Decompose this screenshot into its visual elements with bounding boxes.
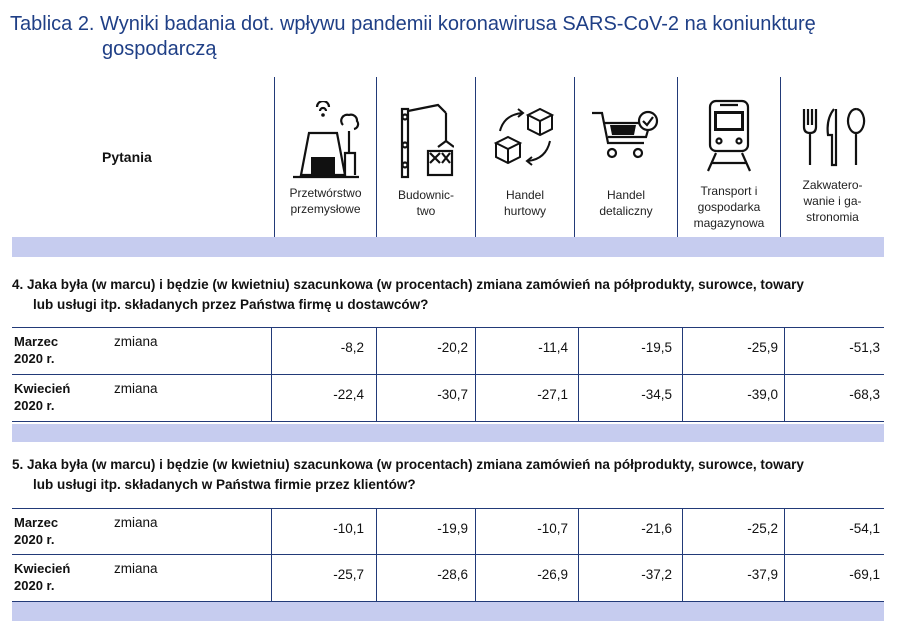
question-5-line-1: 5. Jaka była (w marcu) i będzie (w kwietniu) szacunkowa (w procentach) zmiana zamówień na półprodukty, surowce, towary — [12, 457, 804, 472]
question-4 — [12, 275, 882, 315]
shopping-cart-icon — [590, 107, 662, 171]
value-cell: -22,4 — [333, 387, 364, 402]
value-cell: -25,7 — [333, 567, 364, 582]
factory-icon — [289, 101, 363, 181]
value-cell: -8,2 — [340, 340, 364, 355]
table-title — [10, 12, 890, 62]
value-cell: -19,5 — [641, 340, 672, 355]
value-cell: -11,4 — [538, 340, 568, 355]
value-cell: -26,9 — [537, 567, 568, 582]
question-4-line-2: lub usługi itp. składanych przez Państwa firmę u dostawców? — [33, 297, 429, 312]
column-label-wholesale: Handel hurtowy — [503, 188, 547, 218]
value-cell: -28,6 — [437, 567, 468, 582]
train-icon — [704, 97, 754, 173]
crane-icon — [398, 101, 454, 181]
row-metric: zmiana — [114, 561, 158, 576]
column-header-construction — [377, 77, 475, 237]
row-period: Kwiecień 2020 r. — [14, 381, 71, 413]
column-header-wholesale — [476, 77, 574, 237]
value-cell: -20,2 — [437, 340, 468, 355]
value-cell: -25,2 — [747, 521, 778, 536]
value-cell: -10,7 — [537, 521, 568, 536]
table-row — [12, 554, 884, 602]
row-period: Marzec 2020 r. — [14, 334, 59, 366]
value-cell: -54,1 — [849, 521, 880, 536]
value-cell: -34,5 — [641, 387, 672, 402]
cutlery-icon — [798, 105, 868, 169]
column-label-manufacturing: Przetwórstwo przemysłowe — [289, 186, 362, 216]
row-metric: zmiana — [114, 515, 158, 530]
table-header — [12, 77, 884, 237]
value-cell: -37,2 — [641, 567, 672, 582]
value-cell: -10,1 — [333, 521, 364, 536]
separator-band — [12, 602, 884, 621]
separator-band — [12, 424, 884, 442]
column-label-accommodation: Zakwatero- wanie i ga- stronomia — [802, 178, 863, 224]
column-label-transport: Transport i gospodarka magazynowa — [693, 184, 765, 230]
table-row — [12, 327, 884, 374]
column-label-construction: Budownic- two — [397, 188, 455, 218]
question-4-line-1: 4. Jaka była (w marcu) i będzie (w kwietniu) szacunkowa (w procentach) zmiana zamówień na półprodukty, surowce, towary — [12, 277, 804, 292]
separator-band — [12, 237, 884, 257]
boxes-exchange-icon — [490, 103, 560, 167]
value-cell: -19,9 — [437, 521, 468, 536]
column-header-manufacturing — [275, 77, 376, 237]
row-period: Kwiecień 2020 r. — [14, 561, 71, 593]
column-label-retail: Handel detaliczny — [599, 188, 653, 218]
table-row — [12, 508, 884, 555]
value-cell: -37,9 — [747, 567, 778, 582]
row-metric: zmiana — [114, 334, 158, 349]
table-row — [12, 374, 884, 422]
value-cell: -39,0 — [747, 387, 778, 402]
value-cell: -51,3 — [849, 340, 880, 355]
value-cell: -68,3 — [849, 387, 880, 402]
value-cell: -69,1 — [849, 567, 880, 582]
title-line-1: Tablica 2. Wyniki badania dot. wpływu pandemii koronawirusa SARS-CoV-2 na koniunkturę — [10, 13, 816, 35]
column-header-transport — [678, 77, 780, 237]
row-period: Marzec 2020 r. — [14, 515, 59, 547]
value-cell: -27,1 — [537, 387, 568, 402]
value-cell: -21,6 — [641, 521, 672, 536]
value-cell: -25,9 — [747, 340, 778, 355]
questions-header: Pytania — [102, 149, 152, 165]
value-cell: -30,7 — [437, 387, 468, 402]
column-header-retail — [575, 77, 677, 237]
title-line-2: gospodarczą — [102, 38, 217, 60]
column-header-accommodation — [781, 77, 884, 237]
row-metric: zmiana — [114, 381, 158, 396]
question-5 — [12, 455, 882, 495]
question-5-line-2: lub usługi itp. składanych w Państwa firmie przez klientów? — [33, 477, 416, 492]
